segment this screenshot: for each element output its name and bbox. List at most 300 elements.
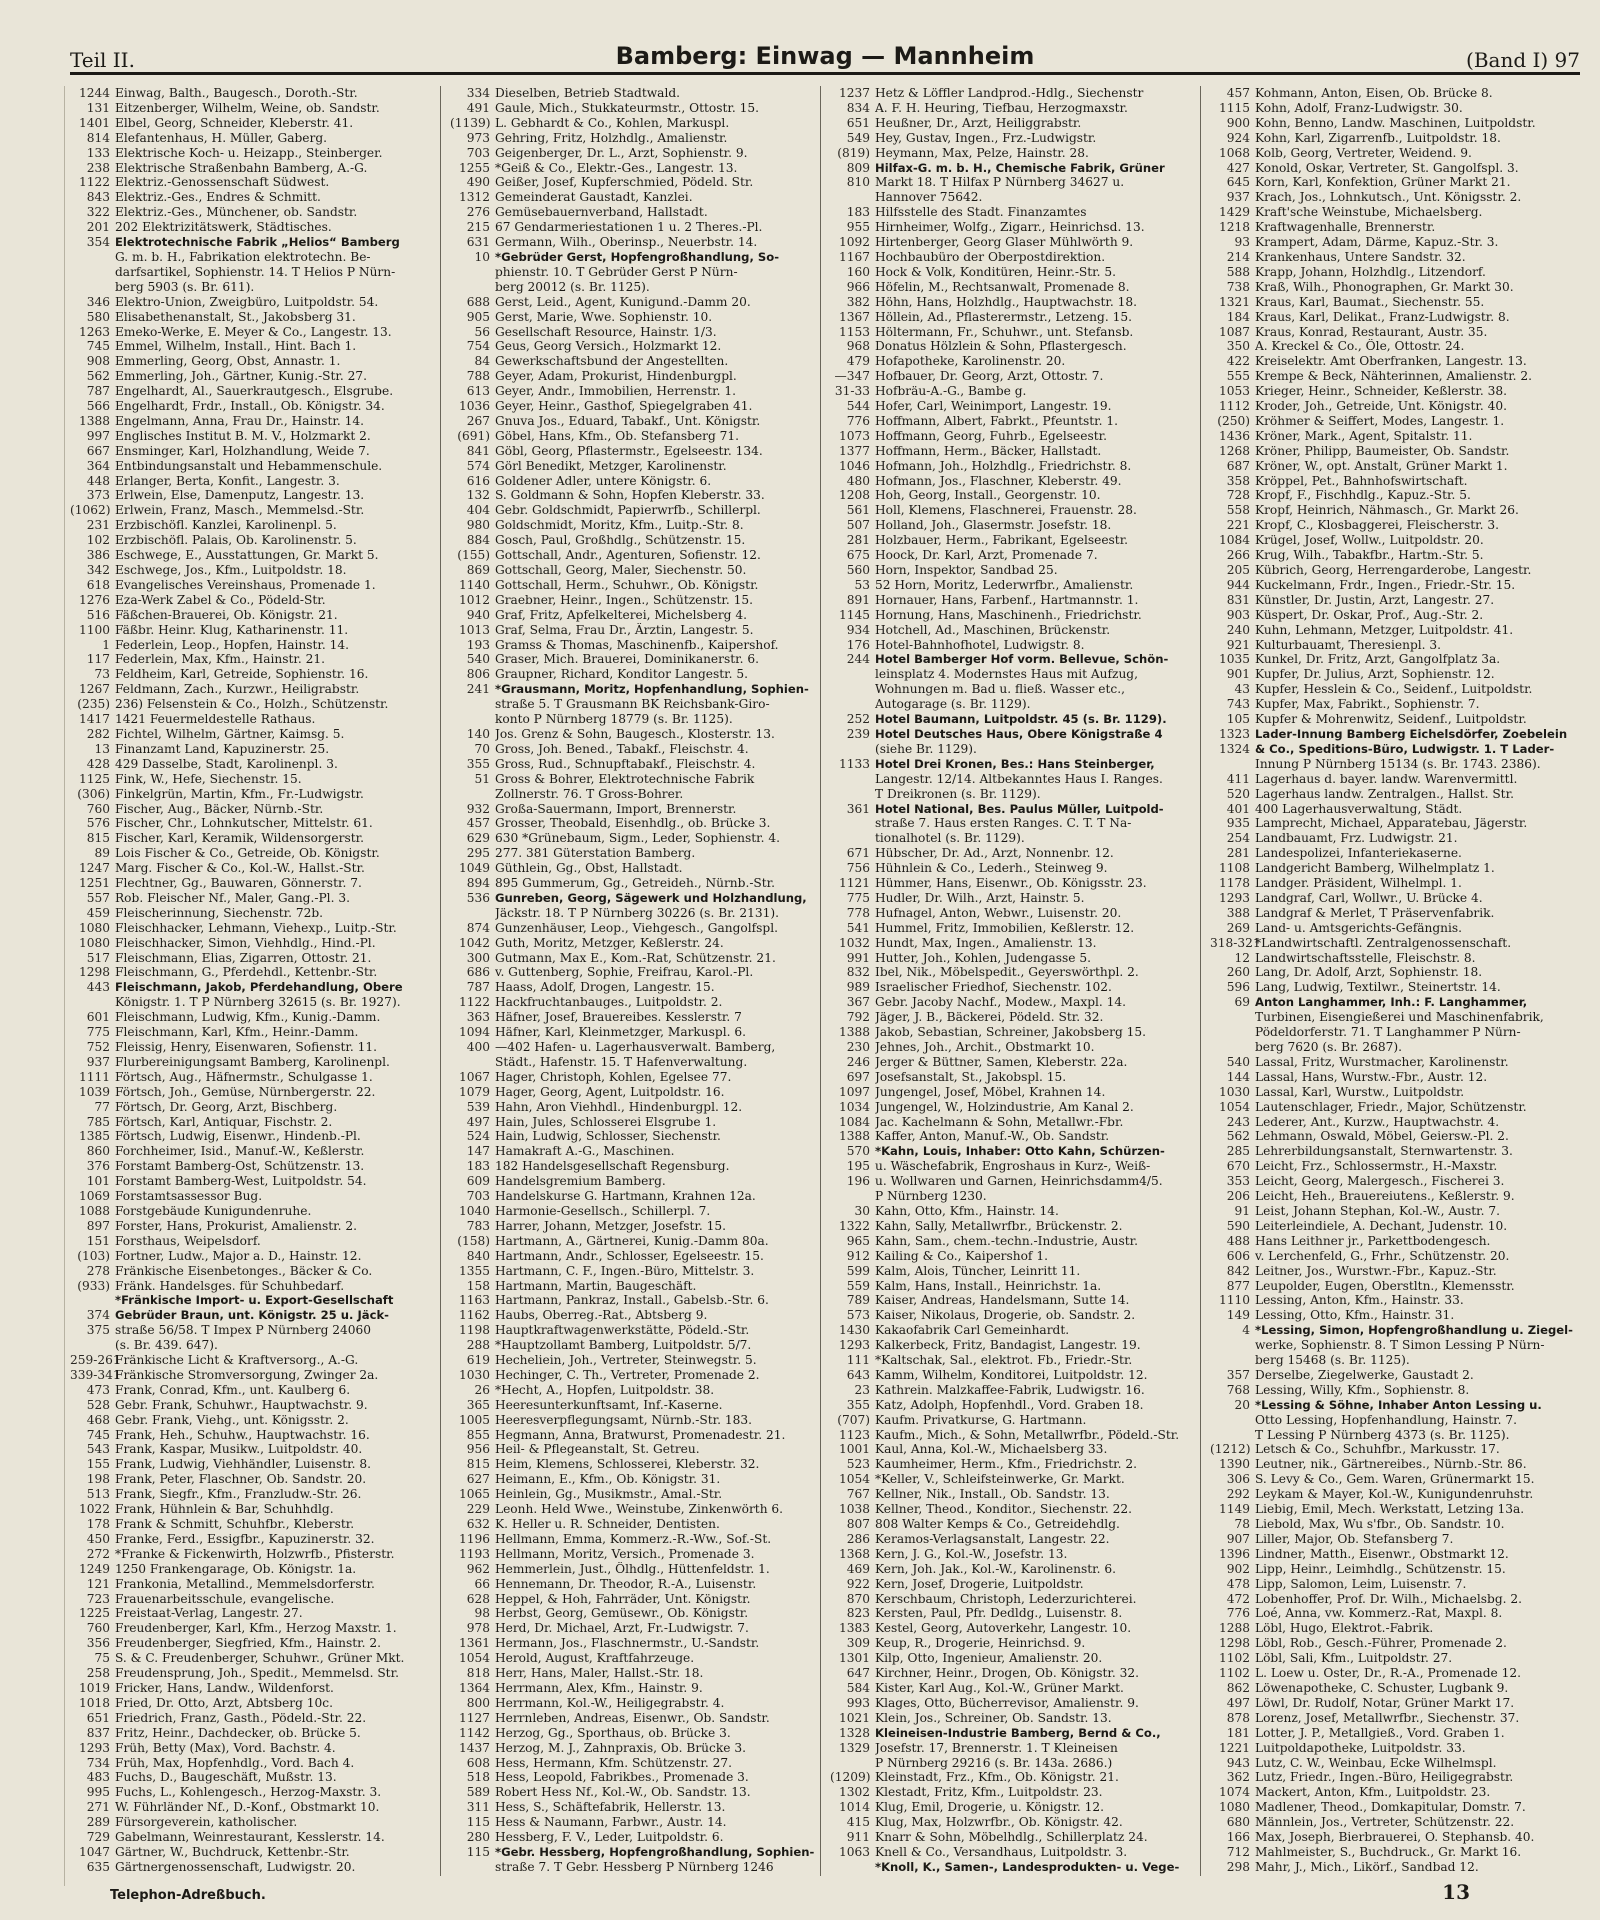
- directory-entry: [450, 1577, 820, 1592]
- entry-text: Görl Benedikt, Metzger, Karolinenstr.: [495, 458, 727, 473]
- directory-entry: [1210, 1234, 1580, 1249]
- entry-text: W. Führländer Nf., D.-Konf., Obstmarkt 10.: [115, 1800, 380, 1815]
- directory-entry: [450, 861, 820, 876]
- entry-text: Kuckelmann, Frdr., Ingen., Friedr.-Str. 15.: [1255, 577, 1516, 592]
- directory-entry: [1210, 1636, 1580, 1651]
- phone-number: 1276: [78, 592, 110, 607]
- directory-entry: [70, 936, 440, 951]
- directory-entry: [70, 1696, 440, 1711]
- phone-number: [830, 787, 875, 802]
- phone-number: 1388: [78, 413, 110, 428]
- directory-entry: [830, 1502, 1200, 1517]
- phone-number: 339-341: [70, 1367, 121, 1382]
- directory-entry: [70, 578, 440, 593]
- directory-entry: [70, 906, 440, 921]
- phone-number: 934: [846, 622, 870, 637]
- entry-text: Förtsch, Dr. Georg, Arzt, Bischberg.: [115, 1099, 338, 1114]
- entry-text: Hain, Ludwig, Schlosser, Siechenstr.: [495, 1129, 721, 1144]
- entry-text: Letsch & Co., Schuhfbr., Markusstr. 17.: [1255, 1442, 1500, 1457]
- phone-number: 1436: [1218, 428, 1250, 443]
- phone-number: 973: [466, 130, 490, 145]
- entry-text: Gemüsebauernverband, Hallstadt.: [495, 205, 708, 220]
- phone-number: 93: [1234, 235, 1250, 250]
- phone-number: 561: [846, 503, 870, 518]
- entry-text: Freudensprung, Joh., Spedit., Memmelsd. Str.: [115, 1666, 399, 1681]
- phone-number: 428: [86, 756, 110, 771]
- entry-text: Hamakraft A.-G., Maschinen.: [495, 1144, 675, 1159]
- phone-number: 221: [1226, 518, 1250, 533]
- entry-text: Löbl, Rob., Gesch.-Führer, Promenade 2.: [1255, 1636, 1507, 1651]
- directory-entry: [450, 906, 820, 921]
- phone-number: [450, 1875, 495, 1876]
- directory-column-1: [70, 86, 441, 1876]
- directory-entry: [830, 1100, 1200, 1115]
- entry-text: Hoffmann, Albert, Fabrkt., Pfeuntstr. 1.: [875, 413, 1119, 428]
- phone-number: 540: [466, 652, 490, 667]
- phone-number: 618: [86, 577, 110, 592]
- phone-number: 878: [1226, 1710, 1250, 1725]
- directory-entry: [450, 787, 820, 802]
- entry-text: Leicht, Frz., Schlossermstr., H.-Maxstr.: [1255, 1159, 1498, 1174]
- phone-number: 528: [86, 1397, 110, 1412]
- directory-entry: [450, 1279, 820, 1294]
- entry-text: Hofmann, Jos., Flaschner, Kleberstr. 49.: [875, 473, 1122, 488]
- directory-entry: [1210, 1293, 1580, 1308]
- directory-entry: [70, 1025, 440, 1040]
- entry-text: Kahn, Sally, Metallwrfbr., Brückenstr. 2.: [875, 1218, 1123, 1233]
- entry-text: *Lessing & Söhne, Inhaber Anton Lessing u.: [1255, 1397, 1542, 1412]
- directory-entry: [1210, 1323, 1580, 1338]
- directory-entry: [70, 1338, 440, 1353]
- directory-entry: [70, 1457, 440, 1472]
- page-number: (Band I) 97: [1466, 48, 1580, 72]
- phone-number: 239: [846, 726, 870, 741]
- entry-text: Kahn, Otto, Kfm., Hainstr. 14.: [875, 1203, 1059, 1218]
- directory-entry: [830, 1860, 1200, 1875]
- entry-text: Mahr, J., Mich., Likörf., Sandbad 12.: [1255, 1859, 1479, 1874]
- entry-text: A. Kreckel & Co., Öle, Ottostr. 24.: [1255, 339, 1465, 354]
- directory-entry: [450, 1845, 820, 1860]
- directory-entry: [1210, 1398, 1580, 1413]
- phone-number: 267: [466, 413, 490, 428]
- entry-text: Hotel National, Bes. Paulus Müller, Luitpold-: [875, 801, 1164, 816]
- directory-entry: [450, 697, 820, 712]
- entry-text: Hess, Leopold, Fabrikbes., Promenade 3.: [495, 1770, 749, 1785]
- directory-entry: [1210, 623, 1580, 638]
- phone-number: [1210, 1010, 1255, 1025]
- entry-text: Kohn, Karl, Zigarrenfb., Luitpoldstr. 18.: [1255, 130, 1501, 145]
- entry-text: 429 Dasselbe, Stadt, Karolinenpl. 3.: [115, 756, 338, 771]
- phone-number: 712: [1226, 1844, 1250, 1859]
- entry-text: *Knoll, K., Samen-, Landesprodukten- u. Vege-: [875, 1859, 1180, 1874]
- entry-text: Holl, Klemens, Flaschnerei, Frauenstr. 28.: [875, 503, 1137, 518]
- directory-entry: [830, 1085, 1200, 1100]
- entry-text: Fränkische Stromversorgung, Zwinger 2a.: [115, 1367, 379, 1382]
- directory-entry: [70, 235, 440, 250]
- directory-entry: [830, 1159, 1200, 1174]
- directory-entry: [1210, 1711, 1580, 1726]
- phone-number: 1013: [458, 622, 490, 637]
- directory-entry: [70, 1830, 440, 1845]
- directory-entry: [1210, 1815, 1580, 1830]
- entry-text: Gesellschaft Resource, Hainstr. 1/3.: [495, 324, 717, 339]
- phone-number: 745: [86, 339, 110, 354]
- directory-entry: [70, 1726, 440, 1741]
- entry-text: Herzog, M. J., Zahnpraxis, Ob. Brücke 3.: [495, 1740, 746, 1755]
- entry-text: 202 Elektrizitätswerk, Städtisches.: [115, 220, 332, 235]
- directory-entry: [70, 1010, 440, 1025]
- phone-number: 520: [1226, 786, 1250, 801]
- directory-entry: [830, 220, 1200, 235]
- entry-text: Lassal, Hans, Wurstw.-Fbr., Austr. 12.: [1255, 1069, 1488, 1084]
- entry-text: Männlein, Jos., Vertreter, Schützenstr. 22.: [1255, 1815, 1515, 1830]
- entry-text: Häfner, Karl, Kleinmetzger, Markuspl. 6.: [495, 1025, 746, 1040]
- directory-entry: [70, 1487, 440, 1502]
- phone-number: 160: [846, 264, 870, 279]
- directory-entry: [450, 131, 820, 146]
- directory-entry: [1210, 578, 1580, 593]
- entry-text: Städt., Hafenstr. 15. T Hafenverwaltung.: [495, 1054, 748, 1069]
- phone-number: 272: [86, 1546, 110, 1561]
- phone-number: (1212): [1210, 1442, 1251, 1457]
- phone-number: 643: [846, 1367, 870, 1382]
- directory-entry: [1210, 727, 1580, 742]
- phone-number: 115: [466, 1844, 490, 1859]
- entry-text: Frank, Conrad, Kfm., unt. Kaulberg 6.: [115, 1382, 351, 1397]
- entry-text: Lehmann, Oswald, Möbel, Geiersw.-Pl. 2.: [1255, 1129, 1509, 1144]
- entry-text: Göbl, Georg, Pflastermstr., Egelseestr. 134.: [495, 443, 763, 458]
- phone-number: 322: [86, 205, 110, 220]
- directory-entry: [830, 712, 1200, 727]
- phone-number: 562: [1226, 1129, 1250, 1144]
- directory-entry: [1210, 116, 1580, 131]
- phone-number: [830, 1189, 875, 1204]
- entry-text: Erlwein, Franz, Masch., Memmelsd.-Str.: [115, 503, 365, 518]
- entry-text: Elektro-Union, Zweigbüro, Luitpoldstr. 54.: [115, 294, 379, 309]
- directory-entry: [830, 1189, 1200, 1204]
- entry-text: Landger. Präsident, Wilhelmpl. 1.: [1255, 876, 1462, 891]
- entry-text: Kirchner, Heinr., Drogen, Ob. Königstr. 32.: [875, 1666, 1140, 1681]
- directory-entry: [830, 846, 1200, 861]
- directory-entry: [70, 1651, 440, 1666]
- directory-entry: [70, 1264, 440, 1279]
- phone-number: 1244: [78, 86, 110, 100]
- directory-entry: [830, 1070, 1200, 1085]
- phone-number: 183: [846, 205, 870, 220]
- entry-text: Fink, W., Hefe, Siechenstr. 15.: [115, 771, 302, 786]
- phone-number: 574: [466, 458, 490, 473]
- directory-entry: [450, 563, 820, 578]
- entry-text: Mackert, Anton, Kfm., Luitpoldstr. 23.: [1255, 1785, 1491, 1800]
- entry-text: T Dreikronen (s. Br. 1129).: [875, 786, 1041, 801]
- entry-text: Pödeldorferstr. 71. T Langhammer P Nürn-: [1255, 1025, 1521, 1040]
- entry-text: Kaffer, Anton, Manuf.-W., Ob. Sandstr.: [875, 1129, 1110, 1144]
- entry-text: Kellner, Theod., Konditor., Siechenstr. 22.: [875, 1502, 1133, 1517]
- directory-entry: [70, 712, 440, 727]
- directory-entry: [70, 1353, 440, 1368]
- phone-number: 912: [846, 1248, 870, 1263]
- phone-number: 549: [846, 130, 870, 145]
- phone-number: 1383: [838, 1621, 870, 1636]
- entry-text: Gewerkschaftsbund der Angestellten.: [495, 354, 729, 369]
- phone-number: [450, 906, 495, 921]
- entry-text: Lutz, Friedr., Ingen.-Büro, Heiligegrabstr.: [1255, 1770, 1514, 1785]
- phone-number: 1108: [1218, 861, 1250, 876]
- phone-number: 688: [466, 294, 490, 309]
- directory-entry: [830, 1442, 1200, 1457]
- phone-number: 1288: [1218, 1621, 1250, 1636]
- entry-text: Elektriz.-Ges., Münchener, ob. Sandstr.: [115, 205, 358, 220]
- entry-text: Handelskurse G. Hartmann, Krahnen 12a.: [495, 1189, 756, 1204]
- phone-number: 1396: [1218, 1546, 1250, 1561]
- phone-number: 66: [474, 1576, 490, 1591]
- phone-number: 181: [1226, 1725, 1250, 1740]
- phone-number: 543: [86, 1442, 110, 1457]
- phone-number: 1040: [458, 1203, 490, 1218]
- directory-entry: [1210, 1442, 1580, 1457]
- directory-entry: [1210, 503, 1580, 518]
- phone-number: [1210, 1413, 1255, 1428]
- phone-number: 937: [86, 1054, 110, 1069]
- phone-number: 140: [466, 726, 490, 741]
- phone-number: 966: [846, 279, 870, 294]
- directory-entry: [450, 846, 820, 861]
- phone-number: 70: [474, 741, 490, 756]
- phone-number: 788: [466, 369, 490, 384]
- directory-entry: [830, 474, 1200, 489]
- directory-entry: [1210, 1249, 1580, 1264]
- directory-entry: [830, 1547, 1200, 1562]
- entry-text: Luitpoldapotheke, Luitpoldstr. 33.: [1255, 1740, 1466, 1755]
- entry-text: Flechtner, Gg., Bauwaren, Gönnerstr. 7.: [115, 876, 362, 891]
- directory-entry: [1210, 131, 1580, 146]
- phone-number: 1112: [1218, 399, 1250, 414]
- entry-text: Göbel, Hans, Kfm., Ob. Stefansberg 71.: [495, 428, 740, 443]
- entry-text: Kohn, Adolf, Franz-Ludwigstr. 30.: [1255, 100, 1463, 115]
- phone-number: 560: [846, 563, 870, 577]
- directory-entry: [70, 1800, 440, 1815]
- directory-entry: [830, 1428, 1200, 1443]
- phone-number: 115: [466, 1815, 490, 1830]
- entry-text: *Kahn, Louis, Inhaber: Otto Kahn, Schürzen-: [875, 1144, 1165, 1159]
- phone-number: 363: [466, 1010, 490, 1025]
- directory-entry: [1210, 1502, 1580, 1517]
- directory-entry: [450, 638, 820, 653]
- directory-entry: [70, 1055, 440, 1070]
- entry-text: Forstgebäude Kunigundenruhe.: [115, 1203, 312, 1218]
- phone-number: [70, 250, 115, 265]
- phone-number: 580: [86, 309, 110, 324]
- directory-entry: [1210, 1562, 1580, 1577]
- phone-number: 401: [1226, 801, 1250, 816]
- entry-text: Löbl, Sali, Kfm., Luitpoldstr. 27.: [1255, 1651, 1453, 1666]
- directory-entry: [1210, 146, 1580, 161]
- directory-entry: [450, 1308, 820, 1323]
- phone-number: 627: [466, 1472, 490, 1487]
- directory-entry: [450, 1547, 820, 1562]
- directory-entry: [830, 787, 1200, 802]
- directory-entry: [830, 1055, 1200, 1070]
- entry-text: Fried, Dr. Otto, Arzt, Abtsberg 10c.: [115, 1695, 333, 1710]
- directory-entry: [1210, 474, 1580, 489]
- entry-text: Hackfruchtanbauges., Luitpoldstr. 2.: [495, 995, 723, 1010]
- phone-number: 1355: [458, 1263, 490, 1278]
- entry-text: Hess, S., Schäftefabrik, Hellerstr. 13.: [495, 1800, 726, 1815]
- directory-entry: [450, 1204, 820, 1219]
- directory-entry: [1210, 235, 1580, 250]
- directory-entry: [450, 1115, 820, 1130]
- directory-entry: [830, 1830, 1200, 1845]
- directory-entry: [70, 1502, 440, 1517]
- phone-number: 198: [86, 1472, 110, 1487]
- directory-entry: [1210, 265, 1580, 280]
- phone-number: 176: [846, 637, 870, 652]
- entry-text: Lutz, C. W., Weinbau, Ecke Wilhelmspl.: [1255, 1755, 1497, 1770]
- phone-number: 980: [466, 518, 490, 533]
- entry-text: Lang, Ludwig, Textilwr., Steinertstr. 14.: [1255, 980, 1501, 995]
- directory-entry: [70, 1592, 440, 1607]
- phone-number: 1030: [1218, 1084, 1250, 1099]
- entry-text: Klug, Emil, Drogerie, u. Königstr. 12.: [875, 1800, 1105, 1815]
- directory-entry: [450, 1368, 820, 1383]
- entry-text: Frank, Kaspar, Musikw., Luitpoldstr. 40.: [115, 1442, 363, 1457]
- phone-number: 1293: [1218, 890, 1250, 905]
- phone-number: 295: [466, 846, 490, 861]
- entry-text: Hummel, Fritz, Immobilien, Keßlerstr. 12.: [875, 920, 1135, 935]
- directory-entry: [70, 220, 440, 235]
- entry-text: Gärtnergenossenschaft, Ludwigstr. 20.: [115, 1859, 356, 1874]
- phone-number: 997: [86, 428, 110, 443]
- phone-number: 870: [846, 1591, 870, 1606]
- entry-text: Kaul, Anna, Kol.-W., Michaelsberg 33.: [875, 1442, 1108, 1457]
- phone-number: 355: [466, 756, 490, 771]
- directory-entry: [70, 444, 440, 459]
- directory-entry: [70, 1383, 440, 1398]
- entry-text: Fischer, Aug., Bäcker, Nürnb.-Str.: [115, 801, 324, 816]
- directory-entry: [830, 1562, 1200, 1577]
- directory-column-3: [830, 86, 1201, 1876]
- phone-number: 1401: [78, 115, 110, 130]
- phone-number: [1210, 1025, 1255, 1040]
- directory-entry: [1210, 1279, 1580, 1294]
- phone-number: 1125: [78, 771, 110, 786]
- directory-entry: [450, 1457, 820, 1472]
- phone-number: 98: [474, 1606, 490, 1621]
- entry-text: Hartmann, C. F., Ingen.-Büro, Mittelstr. 3.: [495, 1263, 755, 1278]
- directory-entry: [70, 593, 440, 608]
- directory-entry: [70, 1234, 440, 1249]
- directory-entry: [1210, 1577, 1580, 1592]
- phone-number: 1267: [78, 682, 110, 697]
- directory-entry: [70, 1636, 440, 1651]
- entry-text: Förtsch, Joh., Gemüse, Nürnbergerstr. 22.: [115, 1084, 376, 1099]
- entry-text: straße 5. T Grausmann BK Reichsbank-Giro-: [495, 697, 770, 712]
- entry-text: Haass, Adolf, Drogen, Langestr. 15.: [495, 980, 715, 995]
- directory-entry: [830, 1681, 1200, 1696]
- phone-number: 907: [1226, 1531, 1250, 1546]
- directory-entry: [70, 503, 440, 518]
- entry-text: Kakaofabrik Carl Gemeinhardt.: [875, 1323, 1070, 1338]
- entry-text: Kraus, Konrad, Restaurant, Austr. 35.: [1255, 324, 1488, 339]
- directory-entry: [70, 682, 440, 697]
- phone-number: 1364: [458, 1680, 490, 1695]
- entry-text: Löwenapotheke, C. Schuster, Lugbank 9.: [1255, 1680, 1509, 1695]
- phone-number: 1268: [1218, 443, 1250, 458]
- phone-number: 1094: [458, 1025, 490, 1040]
- directory-entry: [70, 384, 440, 399]
- phone-number: 309: [846, 1636, 870, 1651]
- entry-text: Innung P Nürnberg 15134 (s. Br. 1743. 2386).: [1255, 756, 1541, 771]
- phone-number: 576: [86, 816, 110, 831]
- phone-number: (103): [77, 1248, 110, 1263]
- entry-text: Höllein, Ad., Pflasterermstr., Letzeng. 15.: [875, 309, 1132, 324]
- entry-text: Graf, Selma, Frau Dr., Ärztin, Langestr. 5.: [495, 622, 754, 637]
- entry-text: Großa-Sauermann, Import, Brennerstr.: [495, 801, 737, 816]
- phone-number: 1021: [838, 1710, 870, 1725]
- phone-number: 457: [466, 816, 490, 831]
- phone-number: 101: [86, 1174, 110, 1189]
- phone-number: 831: [1226, 592, 1250, 607]
- phone-number: 1417: [78, 712, 110, 727]
- entry-text: Krempe & Beck, Nähterinnen, Amalienstr. 2.: [1255, 369, 1533, 384]
- phone-number: 201: [86, 220, 110, 235]
- phone-number: 1102: [1218, 1666, 1250, 1681]
- directory-entry: [830, 235, 1200, 250]
- phone-number: (819): [837, 145, 870, 160]
- directory-entry: [830, 1770, 1200, 1785]
- phone-number: 480: [846, 473, 870, 488]
- directory-entry: [450, 1413, 820, 1428]
- directory-entry: [70, 667, 440, 682]
- entry-text: Eza-Werk Zabel & Co., Pödeld-Str.: [115, 592, 326, 607]
- entry-text: Kuhn, Lehmann, Metzger, Luitpoldstr. 41.: [1255, 622, 1514, 637]
- directory-entry: [70, 250, 440, 265]
- phone-number: 356: [86, 1636, 110, 1651]
- phone-number: (1062): [70, 503, 111, 518]
- phone-number: 259-261: [70, 1353, 121, 1368]
- phone-number: [70, 1293, 115, 1308]
- entry-text: Engelmann, Anna, Frau Dr., Hainstr. 14.: [115, 413, 365, 428]
- phone-number: 877: [1226, 1278, 1250, 1293]
- directory-entry: [830, 1219, 1200, 1234]
- phone-number: 588: [1226, 264, 1250, 279]
- phone-number: 373: [86, 488, 110, 503]
- entry-text: Harmonie-Gesellsch., Schillerpl. 7.: [495, 1203, 711, 1218]
- phone-number: 989: [846, 980, 870, 995]
- directory-entry: [450, 1070, 820, 1085]
- directory-entry: [830, 608, 1200, 623]
- entry-text: Früh, Betty (Max), Vord. Bachstr. 4.: [115, 1740, 336, 1755]
- entry-text: Freudenberger, Siegfried, Kfm., Hainstr. 2.: [115, 1636, 382, 1651]
- phone-number: 523: [846, 1457, 870, 1472]
- entry-text: Emmel, Wilhelm, Install., Hint. Bach 1.: [115, 339, 357, 354]
- entry-text: Fränk. Handelsges. für Schuhbedarf.: [115, 1278, 345, 1293]
- phone-number: 1162: [458, 1308, 490, 1323]
- directory-entry: [70, 280, 440, 295]
- entry-text: Herbst, Georg, Gemüsewr., Ob. Königstr.: [495, 1606, 749, 1621]
- directory-entry: [1210, 816, 1580, 831]
- phone-number: 1430: [838, 1323, 870, 1338]
- directory-entry: [70, 831, 440, 846]
- entry-text: Kraus, Karl, Baumat., Siechenstr. 55.: [1255, 294, 1485, 309]
- entry-text: Forstamtsassessor Bug.: [115, 1189, 263, 1204]
- entry-text: Feldheim, Karl, Getreide, Sophienstr. 16.: [115, 667, 369, 682]
- phone-number: 1298: [78, 965, 110, 980]
- entry-text: werke, Sophienstr. 8. T Simon Lessing P Nürn-: [1255, 1338, 1545, 1353]
- entry-text: Kaumheimer, Herm., Kfm., Friedrichstr. 2.: [875, 1457, 1137, 1472]
- entry-text: Franke, Ferd., Essigfbr., Kapuzinerstr. 32.: [115, 1531, 375, 1546]
- phone-number: 1208: [838, 488, 870, 503]
